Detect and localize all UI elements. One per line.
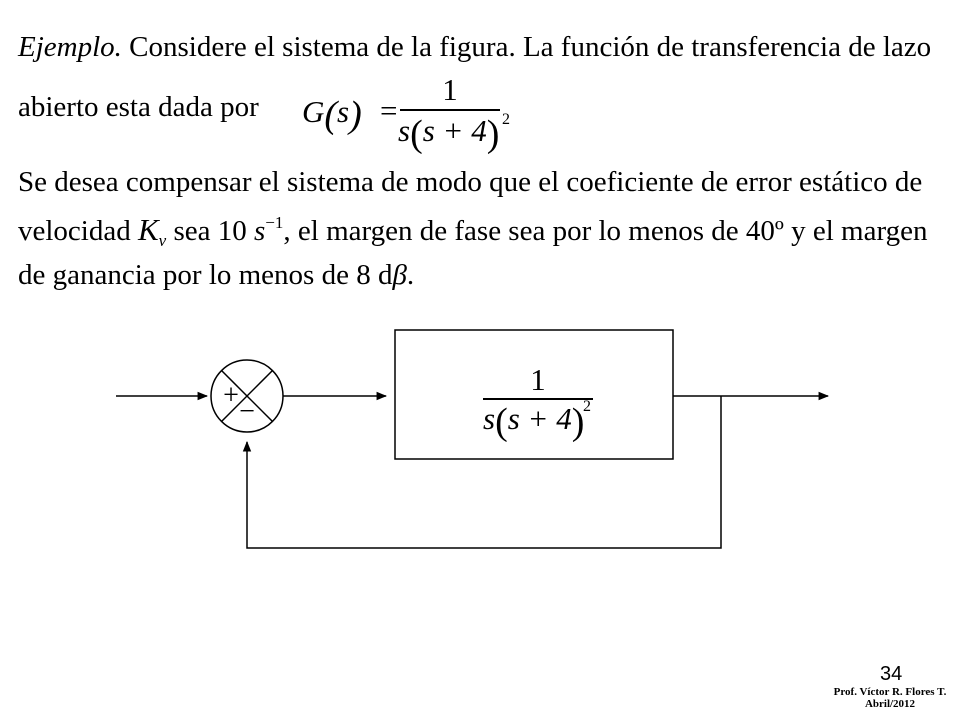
block-fraction-bar: [483, 398, 593, 400]
paren-open: (: [324, 94, 338, 136]
footer-author: Prof. Víctor R. Flores T.: [833, 686, 947, 698]
paren-close: ): [349, 94, 362, 136]
ten-value: 10: [217, 215, 254, 247]
summing-junction: [211, 360, 283, 432]
s-inv-letter: s: [254, 215, 266, 247]
open-loop-text: abierto esta dada por: [18, 91, 259, 123]
summing-minus-sign: −: [239, 396, 255, 427]
page-number: 34: [880, 663, 903, 685]
kv-k: K: [137, 212, 159, 247]
fraction-numerator: 1: [442, 72, 458, 107]
block-exponent: 2: [583, 398, 591, 415]
block-transfer-fraction: [483, 362, 603, 442]
denominator-inner: s + 4: [422, 113, 487, 148]
fraction-exponent: 2: [502, 111, 510, 128]
denominator-s: s: [398, 113, 411, 148]
beta-symbol: β: [392, 259, 407, 291]
intro-text: Considere el sistema de la figura. La función de transferencia de lazo: [121, 31, 932, 63]
g-letter: G: [302, 94, 325, 129]
block-paren-open: (: [495, 401, 508, 443]
block-den-inner: s + 4: [507, 401, 572, 436]
den-paren-close: ): [486, 113, 500, 155]
gain-margin-text: de ganancia por lo menos de 8 d: [18, 259, 393, 291]
final-period: .: [406, 259, 415, 291]
summing-plus-sign: +: [223, 380, 239, 411]
s-inv-exponent: −1: [265, 213, 284, 232]
footer-date: Abril/2012: [864, 698, 916, 710]
equals-sign: =: [380, 93, 398, 128]
block-denominator: [483, 403, 584, 441]
ejemplo-label: Ejemplo.: [18, 31, 122, 63]
paragraph-spec-line1: Se desea compensar el sistema de modo que el coeficiente de error estático de: [18, 166, 923, 198]
block-paren-close: ): [571, 401, 585, 443]
block-den-s: s: [483, 401, 496, 436]
sea-text: sea: [166, 215, 218, 247]
block-numerator: 1: [530, 362, 546, 397]
footer-credit: [828, 686, 952, 710]
kv-subscript: v: [158, 231, 167, 250]
velocidad-text: velocidad: [18, 215, 138, 247]
s-argument: s: [337, 94, 350, 129]
den-paren-open: (: [410, 113, 423, 155]
margin-text: , el margen de fase sea por lo menos de 40º y el margen: [283, 215, 928, 247]
